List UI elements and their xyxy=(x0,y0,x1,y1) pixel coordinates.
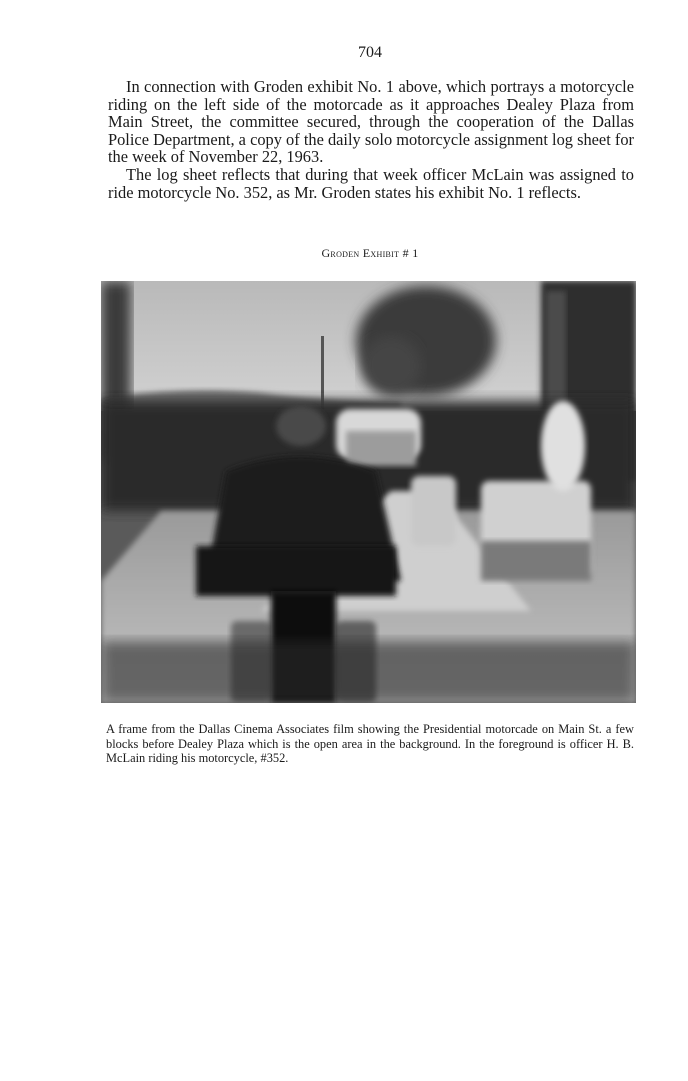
exhibit-title: Groden Exhibit # 1 xyxy=(321,246,419,260)
body-text xyxy=(108,78,634,201)
paragraph-2: The log sheet reflects that during that week officer McLain was assigned to ride motorcycle No. 352, as Mr. Groden states his exhibit No. 1 reflects. xyxy=(108,164,634,202)
page-number: 704 xyxy=(358,44,382,61)
exhibit-photo xyxy=(101,281,636,703)
photo-caption: A frame from the Dallas Cinema Associates film showing the Presidential motorcade on Main St. a few blocks before Dealey Plaza which is the open area in the background. In the foreground is officer H. B. McLain riding his motorcycle, #352. xyxy=(106,722,634,766)
paragraph-1: In connection with Groden exhibit No. 1 above, which portrays a motorcycle riding on the left side of the motorcade as it approaches Dealey Plaza from Main Street, the committee secured, through the cooperation of the Dallas Police Department, a copy of the daily solo motorcycle assignment log sheet for the week of November 22, 1963. xyxy=(108,77,634,167)
